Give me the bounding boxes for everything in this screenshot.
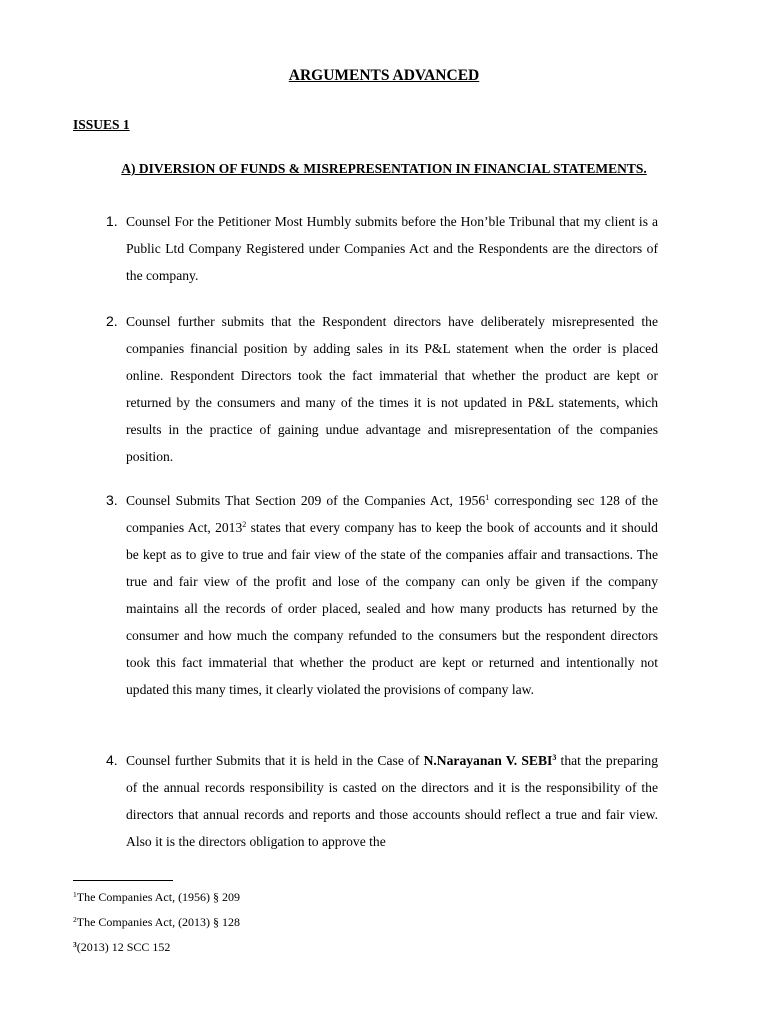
footnote-ref-1[interactable]: 1 [485, 493, 490, 502]
paragraph-number: 2. [106, 313, 118, 329]
paragraph-1 [106, 208, 658, 289]
paragraph-text: Counsel For the Petitioner Most Humbly submits before the Hon’ble Tribunal that my client is a Public Ltd Company Registered under Companies Act and the Respondents are the directors of the company. [126, 214, 658, 283]
footnote-marker: 3 [73, 940, 77, 949]
footnote-ref-3[interactable]: 3 [552, 753, 557, 762]
footnote-3 [73, 939, 170, 955]
paragraph-number: 1. [106, 213, 118, 229]
footnote-ref-2[interactable]: 2 [242, 520, 247, 529]
issue-heading: A) DIVERSION OF FUNDS & MISREPRESENTATION IN FINANCIAL STATEMENTS. [121, 161, 647, 176]
footnote-text: The Companies Act, (1956) § 209 [76, 890, 241, 904]
paragraph-text: Counsel further submits that the Respondent directors have deliberately misrepresented the companies financial position by adding sales in its P&L statement when the order is placed online. Respondent Directors took the fact immaterial that whether the product are kept or returned by the consumers and many of the times it is not updated in P&L statements, which results in the practice of gaining undue advantage and misrepresentation of the companies position. [126, 314, 658, 464]
case-name: N.Narayanan V. SEBI [423, 753, 553, 768]
paragraph-text: corresponding sec 128 of the companies Act, 2013 [126, 493, 659, 535]
document-title: ARGUMENTS ADVANCED [288, 67, 480, 84]
footnote-marker: 1 [73, 890, 77, 899]
paragraph-4 [106, 747, 658, 855]
paragraph-3 [106, 487, 659, 703]
footnote-text: The Companies Act, (2013) § 128 [76, 915, 241, 929]
issue-label: ISSUES 1 [73, 117, 130, 132]
footnote-text: (2013) 12 SCC 152 [76, 940, 171, 954]
paragraph-text: Counsel further Submits that it is held in the Case of [126, 753, 424, 768]
paragraph-2 [106, 308, 658, 470]
footnote-1 [73, 889, 240, 905]
footnote-separator [73, 880, 173, 881]
paragraph-number: 4. [106, 752, 118, 768]
footnote-2 [73, 914, 240, 930]
footnote-marker: 2 [73, 915, 77, 924]
paragraph-number: 3. [106, 492, 118, 508]
paragraph-text: that the preparing of the annual records responsibility is casted on the directors and it is the responsibility of the directors that annual records and reports and those accounts should reflect a true and fair view. Also it is the directors obligation to approve the [126, 753, 658, 849]
paragraph-text: states that every company has to keep the book of accounts and it should be kept as to give to true and fair view of the state of the companies affair and transactions. The true and fair view of the profit and lose of the company can only be given if the company maintains all the records of order placed, sealed and how many products has returned by the consumer and how much the company refunded to the consumers but the respondent directors took this fact immaterial that whether the product are kept or returned and intentionally not updated this many times, it clearly violated the provisions of company law. [126, 520, 658, 697]
paragraph-text: Counsel Submits That Section 209 of the Companies Act, 1956 [126, 493, 486, 508]
